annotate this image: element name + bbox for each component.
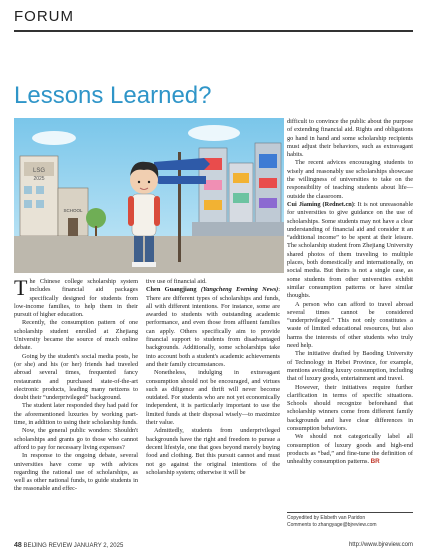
author-outlet: (Rednet.cn) xyxy=(322,200,354,208)
copyeditor-line: Copyedited by Elsbeth van Paridon xyxy=(287,515,366,521)
article-column-3 xyxy=(287,118,413,466)
author-outlet: (Yangcheng Evening News) xyxy=(200,286,279,294)
paragraph: Cui Jiaming (Rednet.cn): It is not unreasonable for universities to give guidance on the use of scholarships. Some students may not have a clear understanding of financial aid and consider it an “additional income” to be spent at their leisure. The scholarship student from Zhejiang University shared photos of them traveling to multiple places, both domestically and internationally, on social media. But theirs is not a single case, as some students from other universities exhibit similar consumption patterns or have similar thoughts. xyxy=(287,200,413,300)
paragraph: However, their initiatives require further clarification in terms of specific situations. Schools should recognize beforehand that scholarship winners come from different family backgrounds and have clear differences in consumption behaviors. xyxy=(287,383,413,432)
paragraph: The student later responded they had paid for the aforementioned luxuries by working part-time, in addition to using their scholarship funds. xyxy=(14,402,138,427)
website-url: http://www.bjreview.com xyxy=(348,542,413,548)
section-divider xyxy=(14,30,413,32)
article-column-1 xyxy=(14,275,138,494)
paragraph: In response to the ongoing debate, several universities have come up with advices regarding the rational use of scholarships, as well as other national funds, to guide students in the reasonable and effec- xyxy=(14,452,138,493)
page-number: 48 xyxy=(14,542,22,549)
paragraph: difficult to convince the public about the purpose of extending financial aid. Rights and obligations go hand in hand and some scholarship recipients must adjust their behaviors, such as extravagant habits. xyxy=(287,118,413,159)
section-label: FORUM xyxy=(14,8,74,25)
paragraph: We should not categorically label all consumption of luxury goods and high-end products as “bad,” and fine-tune the definition of unhealthy consumption patterns. BR xyxy=(287,433,413,466)
comments-email-line: Comments to zhangyage@bjreview.com xyxy=(287,521,377,528)
paragraph: The initiative drafted by Baoding University of Technology in Hebei Province, for example, mentions avoiding luxury consumption, including that of luxury goods, entertainment and travel. xyxy=(287,350,413,383)
issue-label: BEIJING REVIEW JANUARY 2, 2025 xyxy=(23,543,124,549)
sign-text: LSG xyxy=(32,168,46,174)
paragraph: Now, the general public wonders: Shouldn't scholarships and grants go to those who cannot afford to pay for necessary living expenses? xyxy=(14,427,138,451)
copyedit-credit xyxy=(287,512,413,528)
page-footer-left xyxy=(14,542,123,549)
author-name: Chen Guangjiang xyxy=(146,286,197,294)
year-text: 2025 xyxy=(33,176,45,182)
article-illustration xyxy=(14,118,284,273)
paragraph: Going by the student's social media posts, he (or she) and his (or her) friends had traveled abroad several times, frequented fancy restaurants and purchased state-of-the-art electronic products, leading many netizens to doubt their “underprivileged” background. xyxy=(14,352,138,402)
paragraph: Nonetheless, indulging in extravagant consumption should not be encouraged, and virtues such as diligence and thrift will never become outdated. For students who are not yet economically independent, it is particularly important to use the limited funds at their disposal wisely—to maximize their value. xyxy=(146,369,280,427)
paragraph: A person who can afford to travel abroad several times cannot be considered “underprivileged.” This not only constitutes a waste of limited educational resources, but also harms the interests of other students who truly need help. xyxy=(287,300,413,350)
paragraph: tive use of financial aid. xyxy=(146,278,207,285)
author-name: Cui Jiaming xyxy=(287,200,321,208)
illustration-graphic xyxy=(14,118,284,273)
headline: Lessons Learned? xyxy=(14,82,212,109)
school-text: SCHOOL xyxy=(63,208,83,213)
paragraph: Recently, the consumption pattern of one scholarship student enrolled at Zhejiang University became the source of much online debate. xyxy=(14,319,138,352)
paragraph: The Chinese college scholarship system includes financial aid packages specifically designed for students from low-income families, to help them in their pursuit of higher education. xyxy=(14,275,138,319)
paragraph: The recent advices encouraging students to wisely and reasonably use scholarships showcase the willingness of universities to take on the responsibility of teaching students about life—outside the classroom. xyxy=(287,159,413,200)
drop-cap: T xyxy=(14,275,28,300)
paragraph: Admittedly, students from underprivileged backgrounds have the right and freedom to pursue a decent lifestyle, one that goes beyond merely buying food and clothing. But this pursuit cannot and must not go against the original intentions of the scholarship system; otherwise it will be xyxy=(146,427,280,476)
end-mark: BR xyxy=(370,458,380,466)
paragraph: Chen Guangjiang (Yangcheng Evening News): There are different types of scholarships and funds, all with different intentions. For instance, some are awarded to students with outstanding academic performance, and even those from affluent families can apply. Others specifically aim to provide financial support to students from disadvantaged backgrounds. Additionally, some scholarships take into account both a student's academic achievements and their family circumstances. xyxy=(146,286,280,368)
article-column-2 xyxy=(146,278,280,477)
